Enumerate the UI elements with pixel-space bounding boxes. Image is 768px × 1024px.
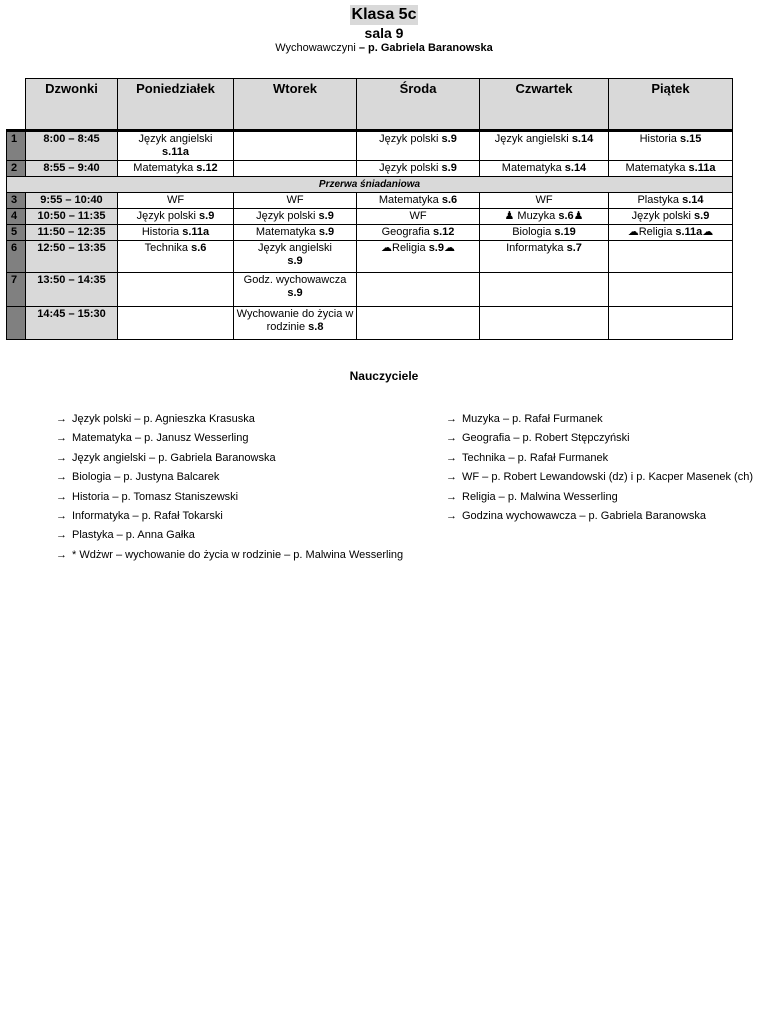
lesson-cell [234, 273, 357, 307]
subject: Język angielski [258, 242, 332, 254]
lesson-number: 5 [7, 225, 26, 241]
lesson-row-8 [7, 307, 733, 340]
lesson-cell [609, 307, 733, 340]
arrow-icon: → [56, 490, 67, 503]
lesson-time: 8:00 – 8:45 [26, 131, 118, 161]
lesson-cell [609, 161, 733, 177]
lesson-cell [480, 241, 609, 273]
teachers-list-right [446, 411, 753, 527]
lesson-row-2 [7, 161, 733, 177]
arrow-icon: → [56, 509, 67, 522]
lesson-cell [357, 241, 480, 273]
lesson-cell [118, 193, 234, 209]
subject: Wychowanie do życia w rodzinie [236, 308, 354, 333]
lesson-number: 7 [7, 273, 26, 307]
room-number: s.9 [694, 210, 710, 222]
teachers-heading: Nauczyciele [349, 369, 419, 383]
list-item [446, 469, 753, 488]
lesson-time: 9:55 – 10:40 [26, 193, 118, 209]
room-number: s.6♟ [558, 210, 584, 222]
teacher-entry: Biologia – p. Justyna Balcarek [72, 471, 220, 484]
footnote [56, 549, 403, 561]
list-item [56, 508, 276, 527]
subject: WF [166, 194, 185, 206]
lesson-cell [234, 307, 357, 340]
subject: Matematyka [501, 162, 565, 174]
list-item [446, 411, 753, 430]
lesson-number: 1 [7, 131, 26, 161]
room-number: s.9 [287, 287, 303, 299]
footnote-text: * Wdżwr – wychowanie do życia w rodzinie – p. Malwina Wesserling [72, 549, 404, 561]
subject: Matematyka [133, 162, 197, 174]
arrow-icon: → [56, 549, 67, 561]
lesson-cell [357, 161, 480, 177]
teacher-entry: Matematyka – p. Janusz Wesserling [72, 432, 249, 445]
room-number: s.9 [318, 210, 334, 222]
subject: WF [535, 194, 553, 206]
arrow-icon: → [56, 432, 67, 445]
subject: Godz. wychowawcza [243, 274, 347, 286]
lesson-cell [609, 273, 733, 307]
lesson-number [7, 307, 26, 340]
teacher-entry: WF – p. Robert Lewandowski (dz) i p. Kacper Masenek (ch) [462, 471, 754, 484]
subject: ☁Religia [627, 226, 676, 238]
lesson-number: 6 [7, 241, 26, 273]
subject: Geografia [381, 226, 433, 238]
day-header-monday: Poniedziałek [118, 79, 234, 131]
teacher-entry: Informatyka – p. Rafał Tokarski [72, 509, 223, 522]
lesson-cell [609, 193, 733, 209]
lesson-cell [234, 193, 357, 209]
lesson-cell [118, 209, 234, 225]
subject: Język polski [256, 210, 319, 222]
room-number: s.11a☁ [675, 226, 714, 238]
list-item [446, 450, 753, 469]
room-number: s.11a [162, 146, 189, 158]
lesson-number: 3 [7, 193, 26, 209]
lesson-cell [357, 273, 480, 307]
arrow-icon: → [446, 413, 457, 425]
lesson-cell [480, 131, 609, 161]
subject: Biologia [512, 226, 555, 238]
corner-cell [7, 79, 26, 131]
lesson-cell [609, 131, 733, 161]
tutor-line [0, 41, 768, 55]
lesson-cell [118, 273, 234, 307]
lesson-cell [234, 131, 357, 161]
arrow-icon: → [56, 471, 67, 484]
list-item [56, 430, 276, 449]
lesson-time: 8:55 – 9:40 [26, 161, 118, 177]
teacher-entry: Religia – p. Malwina Wesserling [462, 490, 618, 503]
teacher-entry: Język angielski – p. Gabriela Baranowska [72, 451, 276, 464]
arrow-icon: → [56, 451, 67, 464]
teacher-entry: Geografia – p. Robert Stępczyński [462, 432, 630, 445]
lesson-cell [357, 307, 480, 340]
room-number: s.9 [199, 210, 215, 222]
arrow-icon: → [56, 529, 67, 542]
lesson-cell [234, 161, 357, 177]
day-header-thursday: Czwartek [480, 79, 609, 131]
list-item [56, 469, 276, 488]
lesson-row-5 [7, 225, 733, 241]
document-header [0, 5, 768, 55]
list-item [56, 450, 276, 469]
room-number: s.11a [688, 162, 716, 174]
subject: Matematyka [378, 194, 442, 206]
lesson-cell [480, 225, 609, 241]
lesson-number: 2 [7, 161, 26, 177]
list-item [446, 489, 753, 508]
teacher-entry: Godzina wychowawcza – p. Gabriela Baranowska [462, 509, 706, 522]
room-number: s.14 [682, 194, 704, 206]
subject: Plastyka [637, 194, 683, 206]
subject: Matematyka [255, 226, 319, 238]
room-number: s.9 [441, 133, 457, 145]
arrow-icon: → [56, 413, 67, 425]
lesson-row-6 [7, 241, 733, 273]
room-number: s.14 [564, 162, 587, 174]
lesson-cell [609, 225, 733, 241]
room-number: s.9 [441, 162, 457, 174]
list-item [446, 430, 753, 449]
timetable-header [7, 79, 733, 131]
teacher-entry: Muzyka – p. Rafał Furmanek [462, 413, 603, 425]
subject: Język polski [379, 162, 442, 174]
teacher-entry: Język polski – p. Agnieszka Krasuska [72, 413, 255, 425]
timetable [6, 78, 733, 340]
lesson-cell [118, 161, 234, 177]
lesson-cell [118, 307, 234, 340]
lesson-cell [480, 273, 609, 307]
lesson-cell [234, 241, 357, 273]
list-item [56, 411, 276, 430]
teacher-entry: Plastyka – p. Anna Gałka [72, 529, 195, 542]
lesson-cell [357, 193, 480, 209]
subject: Język angielski [138, 133, 213, 145]
room-number: s.6 [441, 194, 458, 206]
subject: WF [409, 210, 427, 222]
lesson-cell [118, 225, 234, 241]
room-number: s.8 [308, 321, 324, 333]
subject: Język polski [379, 133, 442, 145]
lesson-cell [357, 131, 480, 161]
arrow-icon: → [446, 490, 457, 503]
lesson-cell [118, 241, 234, 273]
lesson-row-3 [7, 193, 733, 209]
room-number: s.19 [554, 226, 576, 238]
subject: Język polski [631, 210, 695, 222]
teacher-entry: Historia – p. Tomasz Staniszewski [72, 490, 239, 503]
lesson-cell [480, 209, 609, 225]
lesson-cell [234, 209, 357, 225]
lesson-number: 4 [7, 209, 26, 225]
class-title: Klasa 5c [351, 6, 417, 23]
lesson-cell [357, 225, 480, 241]
subject: WF [286, 194, 304, 206]
lesson-cell [480, 307, 609, 340]
day-header-tuesday: Wtorek [234, 79, 357, 131]
room-number: s.14 [571, 133, 594, 145]
lesson-time: 12:50 – 13:35 [26, 241, 118, 273]
teachers-list-left [56, 411, 276, 547]
room-number: s.7 [566, 242, 582, 254]
lesson-cell [357, 209, 480, 225]
arrow-icon: → [446, 509, 457, 522]
lesson-row-1 [7, 131, 733, 161]
subject: Historia [639, 133, 680, 145]
subject: ☁Religia [381, 242, 429, 254]
bells-header: Dzwonki [26, 79, 118, 131]
breakfast-break-label: Przerwa śniadaniowa [7, 177, 733, 193]
room-number: s.6 [191, 242, 207, 254]
lesson-cell [118, 131, 234, 161]
arrow-icon: → [446, 432, 457, 445]
list-item [56, 527, 276, 546]
tutor-name: – p. Gabriela Baranowska [355, 42, 493, 54]
lesson-cell [609, 209, 733, 225]
subject: ♟ Muzyka [504, 210, 559, 222]
day-header-wednesday: Środa [357, 79, 480, 131]
room-number: s.9 [318, 226, 335, 238]
subject: Informatyka [506, 242, 567, 254]
subject: Technika [144, 242, 192, 254]
lesson-cell [480, 161, 609, 177]
room-number: s.11a [182, 226, 210, 238]
list-item [446, 508, 753, 527]
room-number: s.12 [196, 162, 218, 174]
room-number: s.12 [432, 226, 455, 238]
list-item [56, 489, 276, 508]
lesson-time: 13:50 – 14:35 [26, 273, 118, 307]
room-number: s.9☁ [428, 242, 455, 254]
lesson-cell [234, 225, 357, 241]
timetable-body [7, 131, 733, 340]
room-number: s.15 [679, 133, 702, 145]
day-header-friday: Piątek [609, 79, 733, 131]
lesson-time: 11:50 – 12:35 [26, 225, 118, 241]
lesson-time: 10:50 – 11:35 [26, 209, 118, 225]
subject: Matematyka [625, 162, 689, 174]
lesson-cell [609, 241, 733, 273]
subject: Historia [141, 226, 183, 238]
lesson-time: 14:45 – 15:30 [26, 307, 118, 340]
room-number: s.9 [287, 255, 303, 267]
arrow-icon: → [446, 451, 457, 464]
class-room: sala 9 [364, 25, 404, 41]
teacher-entry: Technika – p. Rafał Furmanek [462, 451, 609, 464]
lesson-cell [480, 193, 609, 209]
break-row [7, 177, 733, 193]
subject: Język angielski [494, 133, 572, 145]
arrow-icon: → [446, 471, 457, 484]
lesson-row-7 [7, 273, 733, 307]
subject: Język polski [136, 210, 200, 222]
lesson-row-4 [7, 209, 733, 225]
tutor-label: Wychowawczyni [275, 42, 356, 54]
